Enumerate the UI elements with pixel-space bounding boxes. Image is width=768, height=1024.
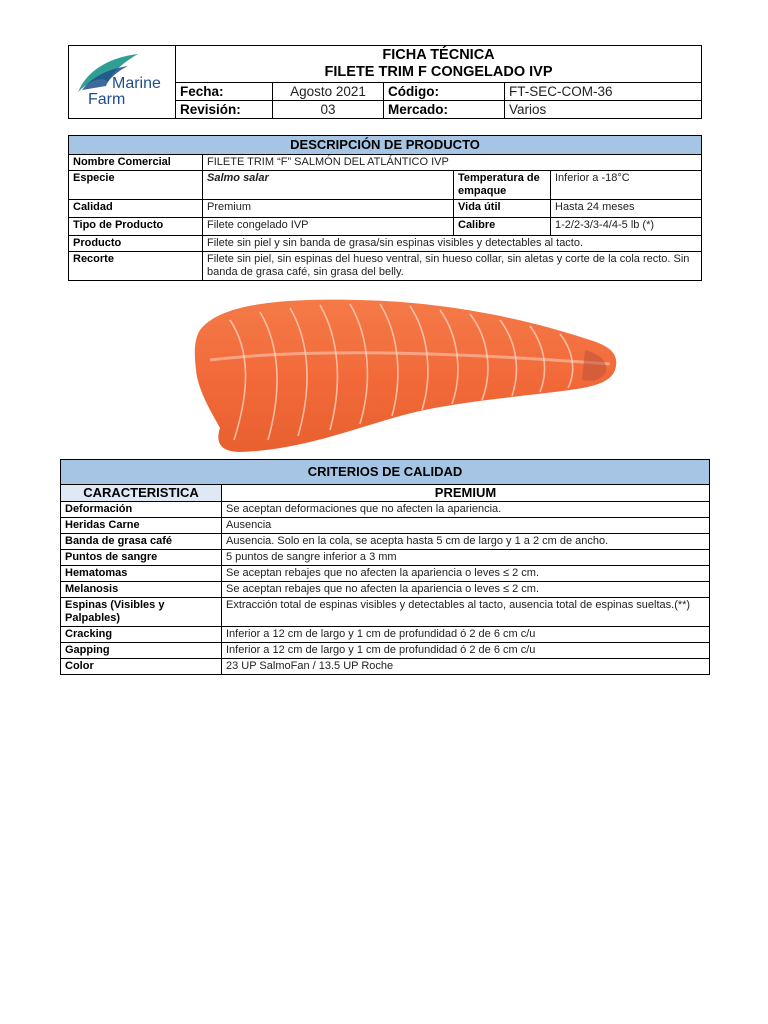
nombre-comercial-value: FILETE TRIM “F” SALMÓN DEL ATLÁNTICO IVP <box>203 155 702 171</box>
criteria-label: Heridas Carne <box>61 518 222 534</box>
document-title-cell <box>176 46 702 83</box>
vida-util-value: Hasta 24 meses <box>551 200 702 218</box>
quality-criteria-table <box>60 459 710 675</box>
temperatura-label: Temperatura de empaque <box>454 171 551 200</box>
criteria-label: Deformación <box>61 502 222 518</box>
column-header-characteristic: CARACTERISTICA <box>61 485 222 502</box>
criteria-label: Hematomas <box>61 566 222 582</box>
quality-criteria-title: CRITERIOS DE CALIDAD <box>61 460 710 485</box>
vida-util-label: Vida útil <box>454 200 551 218</box>
calidad-value: Premium <box>203 200 454 218</box>
document-subtitle: FILETE TRIM F CONGELADO IVP <box>324 64 553 80</box>
table-row <box>61 582 710 598</box>
mercado-value: Varios <box>505 101 702 119</box>
table-row <box>61 550 710 566</box>
tipo-producto-label: Tipo de Producto <box>69 218 203 236</box>
mercado-label: Mercado: <box>384 101 505 119</box>
criteria-label: Melanosis <box>61 582 222 598</box>
table-row <box>61 659 710 675</box>
company-logo <box>69 46 176 119</box>
document-title: FICHA TÉCNICA <box>382 47 495 63</box>
temperatura-value: Inferior a -18°C <box>551 171 702 200</box>
salmon-fillet-image <box>190 290 622 460</box>
criteria-value: Se aceptan deformaciones que no afecten la apariencia. <box>222 502 710 518</box>
table-row <box>61 534 710 550</box>
table-row <box>61 518 710 534</box>
codigo-label: Código: <box>384 83 505 101</box>
criteria-label: Espinas (Visibles y Palpables) <box>61 598 222 627</box>
table-row <box>61 643 710 659</box>
criteria-label: Gapping <box>61 643 222 659</box>
codigo-value: FT-SEC-COM-36 <box>505 83 702 101</box>
criteria-label: Color <box>61 659 222 675</box>
criteria-value: Extracción total de espinas visibles y detectables al tacto, ausencia total de espinas sueltas.(**) <box>222 598 710 627</box>
criteria-label: Banda de grasa café <box>61 534 222 550</box>
revision-label: Revisión: <box>176 101 273 119</box>
revision-value: 03 <box>273 101 384 119</box>
criteria-label: Cracking <box>61 627 222 643</box>
producto-value: Filete sin piel y sin banda de grasa/sin espinas visibles y detectables al tacto. <box>203 236 702 252</box>
table-row <box>61 627 710 643</box>
table-row <box>61 566 710 582</box>
table-row <box>61 598 710 627</box>
criteria-value: 5 puntos de sangre inferior a 3 mm <box>222 550 710 566</box>
table-row <box>61 502 710 518</box>
column-header-premium: PREMIUM <box>222 485 710 502</box>
calibre-label: Calibre <box>454 218 551 236</box>
product-description-table <box>68 135 702 281</box>
especie-label: Especie <box>69 171 203 200</box>
criteria-label: Puntos de sangre <box>61 550 222 566</box>
especie-value: Salmo salar <box>203 171 454 200</box>
fecha-label: Fecha: <box>176 83 273 101</box>
criteria-value: 23 UP SalmoFan / 13.5 UP Roche <box>222 659 710 675</box>
producto-label: Producto <box>69 236 203 252</box>
calibre-value: 1-2/2-3/3-4/4-5 lb (*) <box>551 218 702 236</box>
criteria-value: Ausencia <box>222 518 710 534</box>
svg-text:Marine: Marine <box>112 74 161 92</box>
tipo-producto-value: Filete congelado IVP <box>203 218 454 236</box>
marine-farm-logo-icon <box>72 50 172 110</box>
criteria-value: Inferior a 12 cm de largo y 1 cm de profundidad ó 2 de 6 cm c/u <box>222 643 710 659</box>
nombre-comercial-label: Nombre Comercial <box>69 155 203 171</box>
svg-text:Farm: Farm <box>88 90 126 108</box>
recorte-value: Filete sin piel, sin espinas del hueso ventral, sin hueso collar, sin aletas y corte de la cola recto. Sin banda de grasa café, sin grasa del belly. <box>203 252 702 281</box>
document-header <box>68 45 702 119</box>
criteria-value: Inferior a 12 cm de largo y 1 cm de profundidad ó 2 de 6 cm c/u <box>222 627 710 643</box>
calidad-label: Calidad <box>69 200 203 218</box>
criteria-value: Se aceptan rebajes que no afecten la apariencia o leves ≤ 2 cm. <box>222 582 710 598</box>
fecha-value: Agosto 2021 <box>273 83 384 101</box>
criteria-value: Se aceptan rebajes que no afecten la apariencia o leves ≤ 2 cm. <box>222 566 710 582</box>
recorte-label: Recorte <box>69 252 203 281</box>
criteria-value: Ausencia. Solo en la cola, se acepta hasta 5 cm de largo y 1 a 2 cm de ancho. <box>222 534 710 550</box>
product-description-title: DESCRIPCIÓN DE PRODUCTO <box>69 136 702 155</box>
